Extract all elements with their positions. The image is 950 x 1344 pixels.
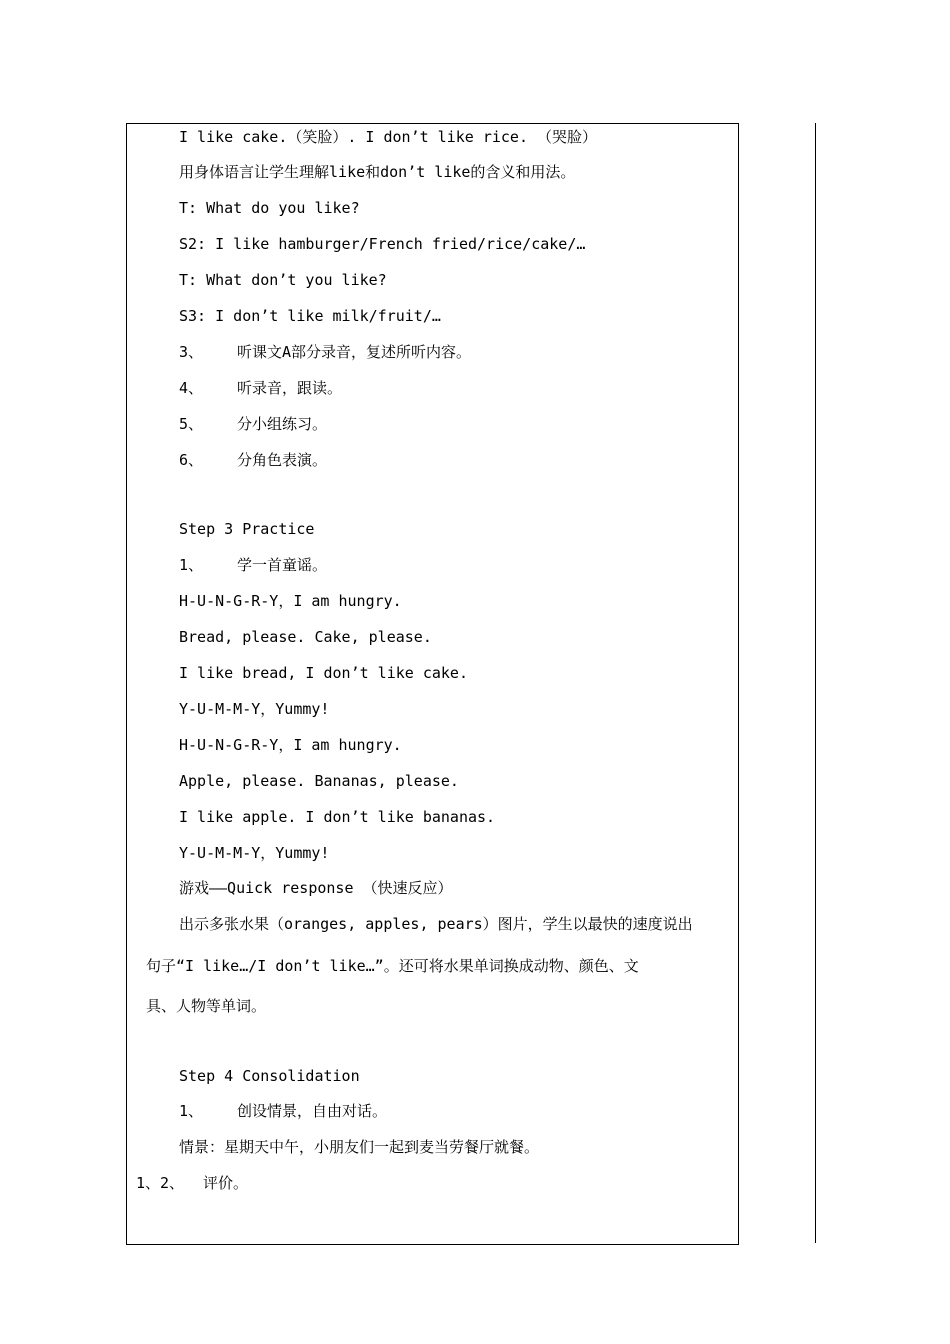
- list-item: [179, 414, 327, 434]
- list-item: [179, 342, 471, 362]
- section-heading-step3: Step 3 Practice: [179, 520, 315, 538]
- paragraph-line: 具、人物等单词。: [146, 997, 267, 1015]
- chant-line: I like bread, I don’t like cake.: [179, 664, 468, 682]
- list-text: 评价。: [203, 1174, 249, 1192]
- scene-text: 情景：星期天中午，小朋友们一起到麦当劳餐厅就餐。: [179, 1138, 540, 1156]
- list-item: [136, 1173, 248, 1193]
- list-text: 创设情景，自由对话。: [237, 1102, 388, 1120]
- list-item: [179, 1101, 387, 1121]
- list-text: 听课文A部分录音，复述所听内容。: [237, 343, 472, 361]
- list-number: 1、: [179, 1102, 204, 1120]
- text-line: T: What do you like?: [179, 199, 360, 217]
- text-line: S2: I like hamburger/French fried/rice/cake/…: [179, 235, 586, 253]
- paragraph-line: 出示多张水果（oranges, apples, pears）图片，学生以最快的速度说出: [179, 915, 693, 933]
- list-number: 1、2、: [136, 1174, 185, 1192]
- list-number: 6、: [179, 451, 204, 469]
- text-line: S3: I don’t like milk/fruit/…: [179, 307, 441, 325]
- chant-line: Y-U-M-M-Y，Yummy!: [179, 844, 330, 862]
- list-number: 5、: [179, 415, 204, 433]
- list-item: [179, 555, 327, 575]
- list-number: 1、: [179, 556, 204, 574]
- list-item: [179, 378, 342, 398]
- list-number: 3、: [179, 343, 204, 361]
- chant-line: H-U-N-G-R-Y，I am hungry.: [179, 736, 402, 754]
- list-number: 4、: [179, 379, 204, 397]
- list-text: 分小组练习。: [237, 415, 328, 433]
- game-title: 游戏——Quick response （快速反应）: [179, 879, 453, 897]
- text-line: 用身体语言让学生理解like和don’t like的含义和用法。: [179, 163, 576, 181]
- list-text: 听录音，跟读。: [237, 379, 343, 397]
- chant-line: Apple, please. Bananas, please.: [179, 772, 459, 790]
- list-item: [179, 450, 327, 470]
- text-line: I like cake.（笑脸）. I don’t like rice. （哭脸）: [179, 128, 598, 146]
- chant-line: Bread, please. Cake, please.: [179, 628, 432, 646]
- list-text: 分角色表演。: [237, 451, 328, 469]
- chant-line: I like apple. I don’t like bananas.: [179, 808, 496, 826]
- chant-line: H-U-N-G-R-Y，I am hungry.: [179, 592, 402, 610]
- section-heading-step4: Step 4 Consolidation: [179, 1067, 360, 1085]
- right-margin-rule: [815, 123, 816, 1243]
- chant-line: Y-U-M-M-Y，Yummy!: [179, 700, 330, 718]
- paragraph-line: 句子“I like…/I don’t like…”。还可将水果单词换成动物、颜色、文: [146, 957, 639, 975]
- text-line: T: What don’t you like?: [179, 271, 387, 289]
- list-text: 学一首童谣。: [237, 556, 328, 574]
